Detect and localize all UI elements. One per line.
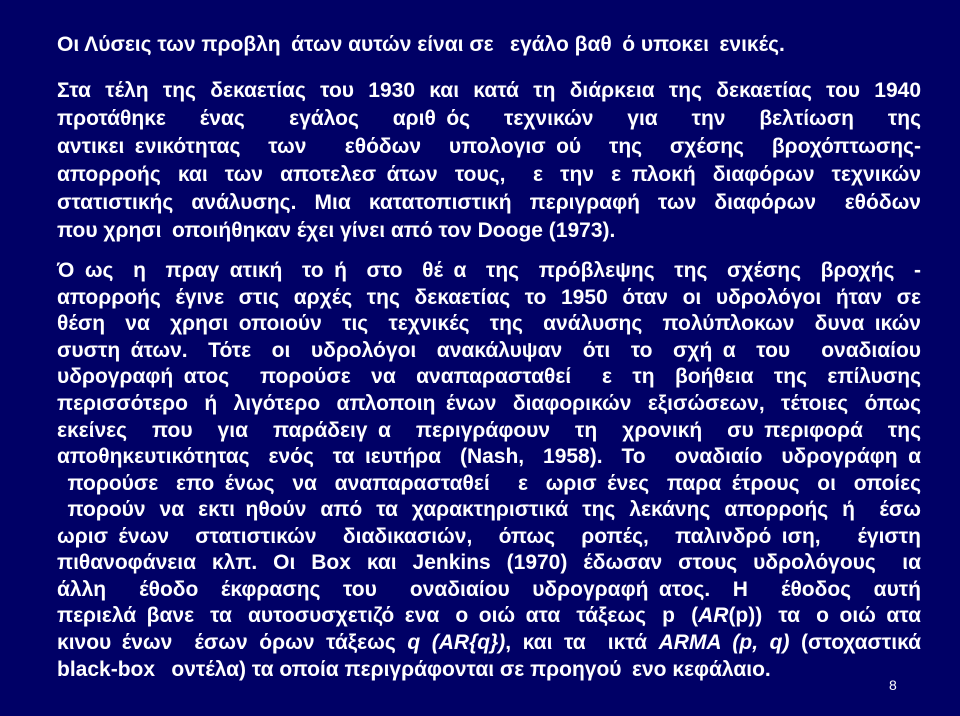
text-segment: black-box οντέλα) τα οποία περιγράφονται σε προηγού ενο κεφάλαιο. — [57, 658, 771, 681]
text-line — [57, 286, 921, 310]
italic-text: AR — [698, 604, 729, 627]
text-segment: περιελά βανε τα αυτοσυσχετιζό ενα ο οιώ ατα τάξεως p ( — [57, 604, 699, 627]
page-number: 8 — [889, 677, 897, 693]
text-segment: Στα τέλη της δεκαετίας του 1930 και κατά τη διάρκεια της δεκαετίας του 1940 — [57, 79, 922, 102]
text-segment: στατιστικής ανάλυσης. Μια κατατοπιστική περιγραφή των διαφόρων εθόδων — [57, 191, 921, 214]
text-line — [57, 551, 921, 575]
text-line — [57, 604, 921, 628]
italic-text: q (AR{q}) — [407, 631, 506, 654]
text-line — [57, 135, 921, 159]
text-line — [57, 33, 785, 57]
text-segment: θέση να χρησι οποιούν τις τεχνικές της ανάλυσης πολύπλοκων δυνα ικών — [57, 312, 921, 335]
text-line — [57, 472, 921, 496]
text-segment: απορροής και των αποτελεσ άτων τους, ε την ε πλοκή διαφόρων τεχνικών — [57, 163, 922, 186]
text-segment: απορροής έγινε στις αρχές της δεκαετίας το 1950 όταν οι υδρολόγοι ήταν σε — [57, 286, 921, 309]
text-line — [57, 339, 921, 363]
text-segment: κινου ένων έσων όρων τάξεως — [57, 631, 408, 654]
text-line — [57, 219, 615, 243]
text-line — [57, 498, 921, 522]
text-segment: προτάθηκε ένας εγάλος αριθ ός τεχνικών για την βελτίωση της — [57, 107, 921, 130]
text-line — [57, 392, 921, 416]
text-segment: υδρογραφή ατος πορούσε να αναπαρασταθεί ε τη βοήθεια της επίλυσης — [57, 365, 922, 388]
text-line — [57, 445, 921, 469]
text-segment: που χρησι οποιήθηκαν έχει γίνει από τον Dooge (1973). — [57, 219, 616, 242]
text-segment: πιθανοφάνεια κλπ. Οι Box και Jenkins (1970) έδωσαν στους υδρολόγους ια — [57, 551, 921, 574]
text-line — [57, 578, 921, 602]
text-segment: , και τα ικτά — [505, 631, 659, 654]
text-line — [57, 525, 921, 549]
text-segment: συστη άτων. Τότε οι υδρολόγοι ανακάλυψαν ότι το σχή α του οναδιαίου — [57, 339, 921, 362]
text-line — [57, 631, 921, 655]
text-line — [57, 79, 921, 103]
text-segment: Οι Λύσεις των προβλη άτων αυτών είναι σε εγάλο βαθ ό υποκει ενικές. — [57, 33, 785, 56]
italic-text: ARMA (p, q) — [658, 631, 790, 654]
text-line — [57, 365, 921, 389]
text-segment: πορούν να εκτι ηθούν από τα χαρακτηριστικά της λεκάνης απορροής ή έσω — [57, 498, 921, 521]
text-line — [57, 107, 921, 131]
text-segment: περισσότερο ή λιγότερο απλοποιη ένων διαφορικών εξισώσεων, τέτοιες όπως — [57, 392, 921, 415]
text-line — [57, 191, 921, 215]
text-segment: (στοχαστικά — [789, 631, 921, 654]
text-segment: αποθηκευτικότητας ενός τα ιευτήρα (Nash, 1958). Το οναδιαίο υδρογράφη α — [57, 445, 921, 468]
text-line — [57, 259, 921, 283]
text-segment: αντικει ενικότητας των εθόδων υπολογισ ού της σχέσης βροχόπτωσης- — [57, 135, 921, 158]
text-segment: (p)) τα ο οιώ ατα — [728, 604, 922, 627]
text-line — [57, 163, 921, 187]
text-segment: Ό ως η πραγ ατική το ή στο θέ α της πρόβλεψης της σχέσης βροχής - — [57, 259, 921, 282]
text-line — [57, 419, 921, 443]
text-line — [57, 312, 921, 336]
text-segment: άλλη έθοδο έκφρασης του οναδιαίου υδρογραφή ατος. Η έθοδος αυτή — [57, 578, 921, 601]
text-segment: εκείνες που για παράδειγ α περιγράφουν τη χρονική συ περιφορά της — [57, 419, 921, 442]
text-line — [57, 658, 771, 682]
text-segment: πορούσε επο ένως να αναπαρασταθεί ε ωρισ ένες παρα έτρους οι οποίες — [57, 472, 921, 495]
text-segment: ωρισ ένων στατιστικών διαδικασιών, όπως ροπές, παλινδρό ιση, έγιστη — [57, 525, 921, 548]
